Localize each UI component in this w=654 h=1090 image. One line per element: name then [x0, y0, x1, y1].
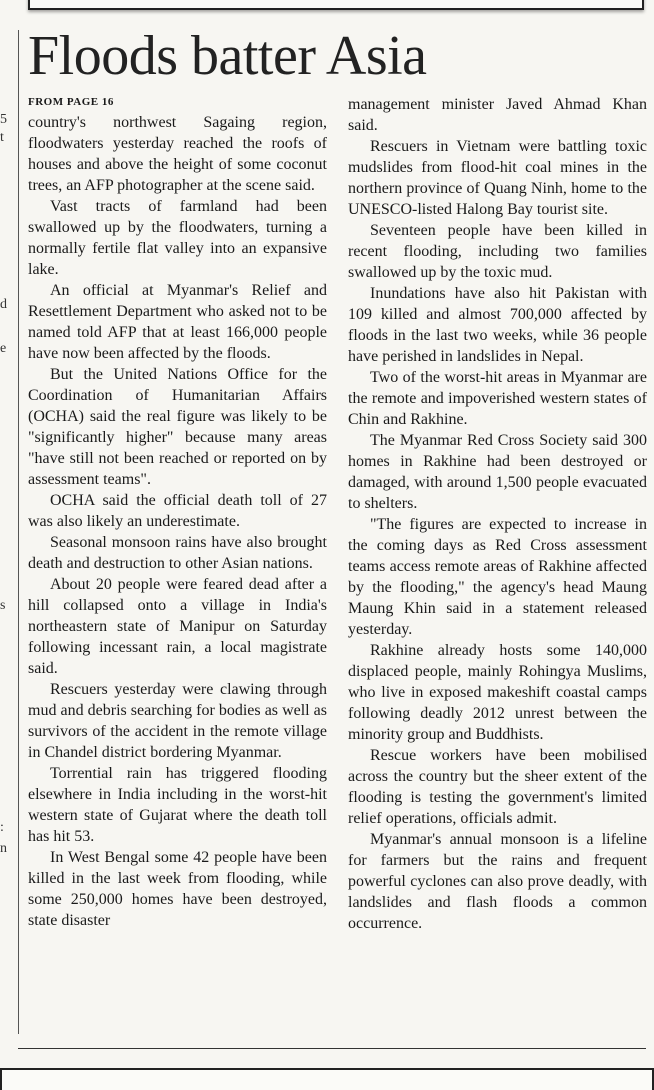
- article-headline: Floods batter Asia: [28, 25, 427, 87]
- paragraph: OCHA said the official death toll of 27 was also likely an underestimate.: [28, 492, 327, 530]
- adjacent-column-fragment: d: [0, 297, 7, 312]
- adjacent-article-box-top: [28, 0, 644, 10]
- paragraph: Seventeen people have been killed in recent flooding, including two families swallowed up by the toxic mud.: [348, 222, 647, 281]
- adjacent-article-box-bottom: [0, 1068, 654, 1090]
- paragraph: But the United Nations Office for the Coordination of Humanitarian Affairs (OCHA) said the real figure was likely to be "significantly higher" because many areas "have still not been reached or reported on by assessment teams".: [28, 366, 327, 488]
- paragraph: About 20 people were feared dead after a hill collapsed onto a village in India's northeastern state of Manipur on Saturday following incessant rain, a local magistrate said.: [28, 576, 327, 677]
- adjacent-column-fragment: e: [0, 341, 7, 356]
- paragraph: In West Bengal some 42 people have been killed in the last week from flooding, while some 250,000 homes have been destroyed, state disaster: [28, 849, 327, 929]
- adjacent-column-fragment: t: [0, 130, 4, 145]
- paragraph: Myanmar's annual monsoon is a lifeline for farmers but the rains and frequent powerful cyclones can also prove deadly, with landslides and flash floods a common occurrence.: [348, 831, 647, 932]
- paragraph: country's northwest Sagaing region, floodwaters yesterday reached the roofs of houses and above the height of some coconut trees, an AFP photographer at the scene said.: [28, 114, 327, 194]
- paragraph: Seasonal monsoon rains have also brought death and destruction to other Asian nations.: [28, 534, 327, 572]
- adjacent-column-fragment: s: [0, 598, 6, 613]
- column-divider-left: [18, 30, 19, 1034]
- paragraph: Rakhine already hosts some 140,000 displaced people, mainly Rohingya Muslims, who live in exposed makeshift coastal camps following deadly 2012 unrest between the minority group and Buddhists.: [348, 642, 647, 743]
- paragraph: "The figures are expected to increase in the coming days as Red Cross assessment teams access remote areas of Rakhine affected by the flooding," the agency's head Maung Maung Khin said in a statement released yesterday.: [348, 516, 647, 638]
- paragraph: Rescue workers have been mobilised across the country but the sheer extent of the flooding is testing the government's limited relief operations, officials admit.: [348, 747, 647, 827]
- article-bottom-rule: [18, 1048, 646, 1049]
- paragraph: management minister Javed Ahmad Khan said.: [348, 96, 647, 134]
- continued-from-label: FROM PAGE 16: [28, 96, 114, 108]
- paragraph: Two of the worst-hit areas in Myanmar are the remote and impoverished western states of Chin and Rakhine.: [348, 369, 647, 428]
- adjacent-column-fragment: 5: [0, 112, 7, 127]
- article-column-2: [348, 94, 647, 934]
- paragraph: Vast tracts of farmland had been swallowed up by the floodwaters, turning a normally fertile flat valley into an expansive lake.: [28, 198, 327, 278]
- paragraph: Torrential rain has triggered flooding elsewhere in India including in the worst-hit western state of Gujarat where the death toll has hit 53.: [28, 765, 327, 845]
- paragraph: Rescuers in Vietnam were battling toxic mudslides from flood-hit coal mines in the northern province of Quang Ninh, home to the UNESCO-listed Halong Bay tourist site.: [348, 138, 647, 218]
- paragraph: Inundations have also hit Pakistan with 109 killed and almost 700,000 affected by floods in the last two weeks, while 36 people have perished in landslides in Nepal.: [348, 285, 647, 365]
- adjacent-column-fragment: n: [0, 841, 7, 856]
- paragraph: An official at Myanmar's Relief and Resettlement Department who asked not to be named told AFP that at least 166,000 people have now been affected by the floods.: [28, 282, 327, 362]
- paragraph: The Myanmar Red Cross Society said 300 homes in Rakhine had been destroyed or damaged, with around 1,500 people evacuated to shelters.: [348, 432, 647, 512]
- paragraph: Rescuers yesterday were clawing through mud and debris searching for bodies as well as survivors of the accident in the remote village in Chandel district bordering Myanmar.: [28, 681, 327, 761]
- article-column-1: [28, 94, 327, 931]
- adjacent-column-fragment: :: [0, 820, 4, 835]
